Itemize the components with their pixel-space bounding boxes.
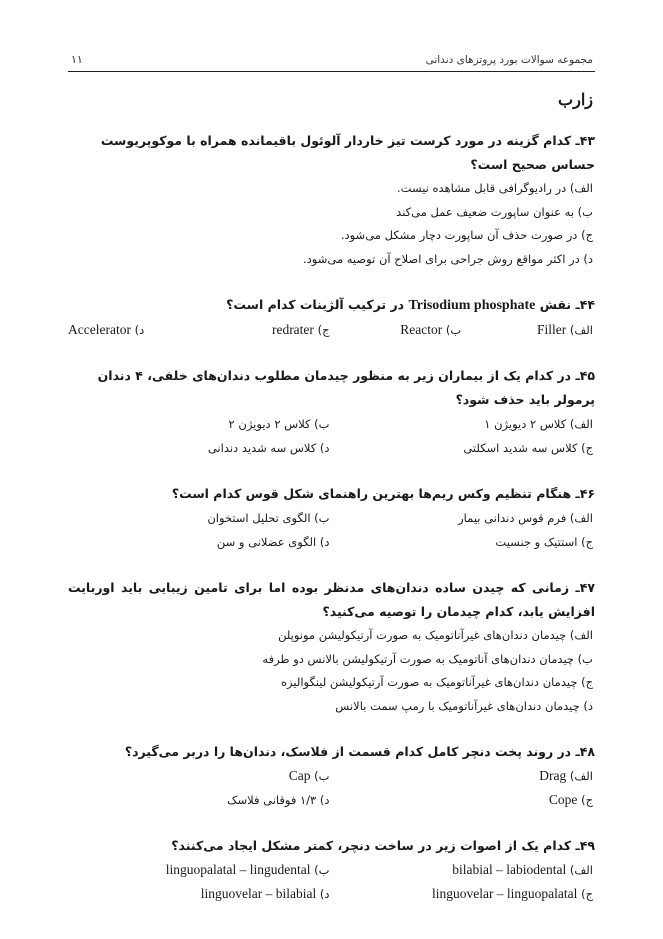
- question-title-suffix: در ترکیب آلژینات کدام است؟: [226, 297, 405, 312]
- option-c: ج) کلاس سه شدید اسکلتی: [463, 441, 593, 455]
- question-49: [68, 834, 595, 906]
- option-a: الف) Drag: [539, 768, 593, 783]
- option-a: الف) Filler: [537, 322, 593, 337]
- section-author: زارب: [558, 90, 593, 109]
- question-title: ۴۸ـ در روند پخت دنچر کامل کدام قسمت از فلاسک، دندان‌ها را دربر می‌گیرد؟: [124, 744, 595, 759]
- option-b: ب) Reactor: [400, 322, 462, 337]
- option-c: ج) استتیک و جنسیت: [495, 535, 593, 549]
- option-d: د) Accelerator: [68, 322, 145, 337]
- options-row: [68, 764, 595, 788]
- options-row: [68, 412, 595, 436]
- question-title: ۴۹ـ کدام یک از اصوات زیر در ساخت دنچر، کمتر مشکل ایجاد می‌کنند؟: [171, 838, 595, 853]
- option-b: ب) به عنوان ساپورت ضعیف عمل می‌کند: [396, 204, 593, 219]
- option-b: ب) الگوی تحلیل استخوان: [207, 511, 330, 525]
- option-d: د) linguovelar – bilabial: [200, 886, 330, 901]
- option-d: د) چیدمان دندان‌های غیرآناتومیک با رمپ سمت بالانس: [335, 698, 593, 713]
- page-number: ۱۱: [71, 53, 83, 66]
- option-d: د) در اکثر مواقع روش جراحی برای اصلاح آن توصیه می‌شود.: [303, 251, 593, 266]
- question-48: [68, 740, 595, 812]
- question-44: [68, 293, 595, 342]
- option-c: ج) چیدمان دندان‌های غیرآناتومیک به صورت آرتیکولیشن لینگوالیزه: [280, 675, 593, 689]
- question-title: ۴۳ـ کدام گزینه در مورد کرست تیز خاردار آلوئول باقیمانده همراه با موکوپریوست حساس صحیح است؟: [100, 133, 595, 172]
- option-d: د) الگوی عضلانی و سن: [216, 535, 330, 549]
- question-45: [68, 364, 595, 460]
- option-c: ج) redrater: [271, 322, 330, 337]
- option-c: ج) در صورت حذف آن ساپورت دچار مشکل می‌شود.: [340, 228, 593, 242]
- option-c: ج) linguovelar – linguopalatal: [431, 886, 593, 901]
- option-c: ج) Cope: [548, 792, 593, 807]
- option-d: د) کلاس سه شدید دندانی: [207, 441, 330, 455]
- options-row: [68, 318, 595, 342]
- book-title: مجموعه سوالات بورد پروتزهای دندانی: [425, 54, 593, 66]
- question-title: ۴۶ـ هنگام تنظیم وکس ریم‌ها بهترین راهنمای شکل قوس کدام است؟: [171, 486, 595, 501]
- question-title-latin: Trisodium phosphate: [408, 298, 536, 313]
- option-b: ب) کلاس ۲ دیویژن ۲: [228, 417, 330, 431]
- option-a: الف) چیدمان دندان‌های غیرآناتومیک به صورت آرتیکولیشن مونوپلن: [278, 628, 593, 642]
- question-46: [68, 482, 595, 554]
- question-47: [68, 576, 595, 718]
- document-page: [68, 48, 595, 928]
- option-a: الف) در رادیوگرافی قابل مشاهده نیست.: [397, 181, 593, 195]
- option-b: ب) linguopalatal – lingudental: [165, 862, 330, 877]
- option-d: د) ۱/۳ فوقانی فلاسک: [227, 793, 330, 807]
- question-title: [68, 293, 595, 318]
- options-row: [68, 882, 595, 906]
- option-b: ب) چیدمان دندان‌های آناتومیک به صورت آرتیکولیشن بالانس دو طرفه: [262, 651, 593, 666]
- question-43: [68, 129, 595, 271]
- options-row: [68, 436, 595, 460]
- options-row: [68, 858, 595, 882]
- question-title: ۴۵ـ در کدام یک از بیماران زیر به منظور چیدمان مطلوب دندان‌های خلفی، ۴ دندان پرمولر باید حذف شود؟: [97, 368, 595, 407]
- question-title-prefix: ۴۴ـ نقش: [539, 297, 595, 312]
- option-b: ب) Cap: [288, 768, 330, 783]
- option-a: الف) کلاس ۲ دیویژن ۱: [484, 417, 593, 431]
- options-row: [68, 506, 595, 530]
- options-row: [68, 530, 595, 554]
- option-a: الف) فرم قوس دندانی بیمار: [458, 511, 593, 525]
- page-header: [68, 48, 595, 72]
- option-a: الف) bilabial – labiodental: [452, 862, 593, 877]
- options-row: [68, 788, 595, 812]
- question-title: ۴۷ـ زمانی که چیدن ساده دندان‌های مدنظر بوده اما برای تامین زیبایی باید اوربایت افزایش یابد، کدام چیدمان را توصیه می‌کنید؟: [68, 580, 595, 619]
